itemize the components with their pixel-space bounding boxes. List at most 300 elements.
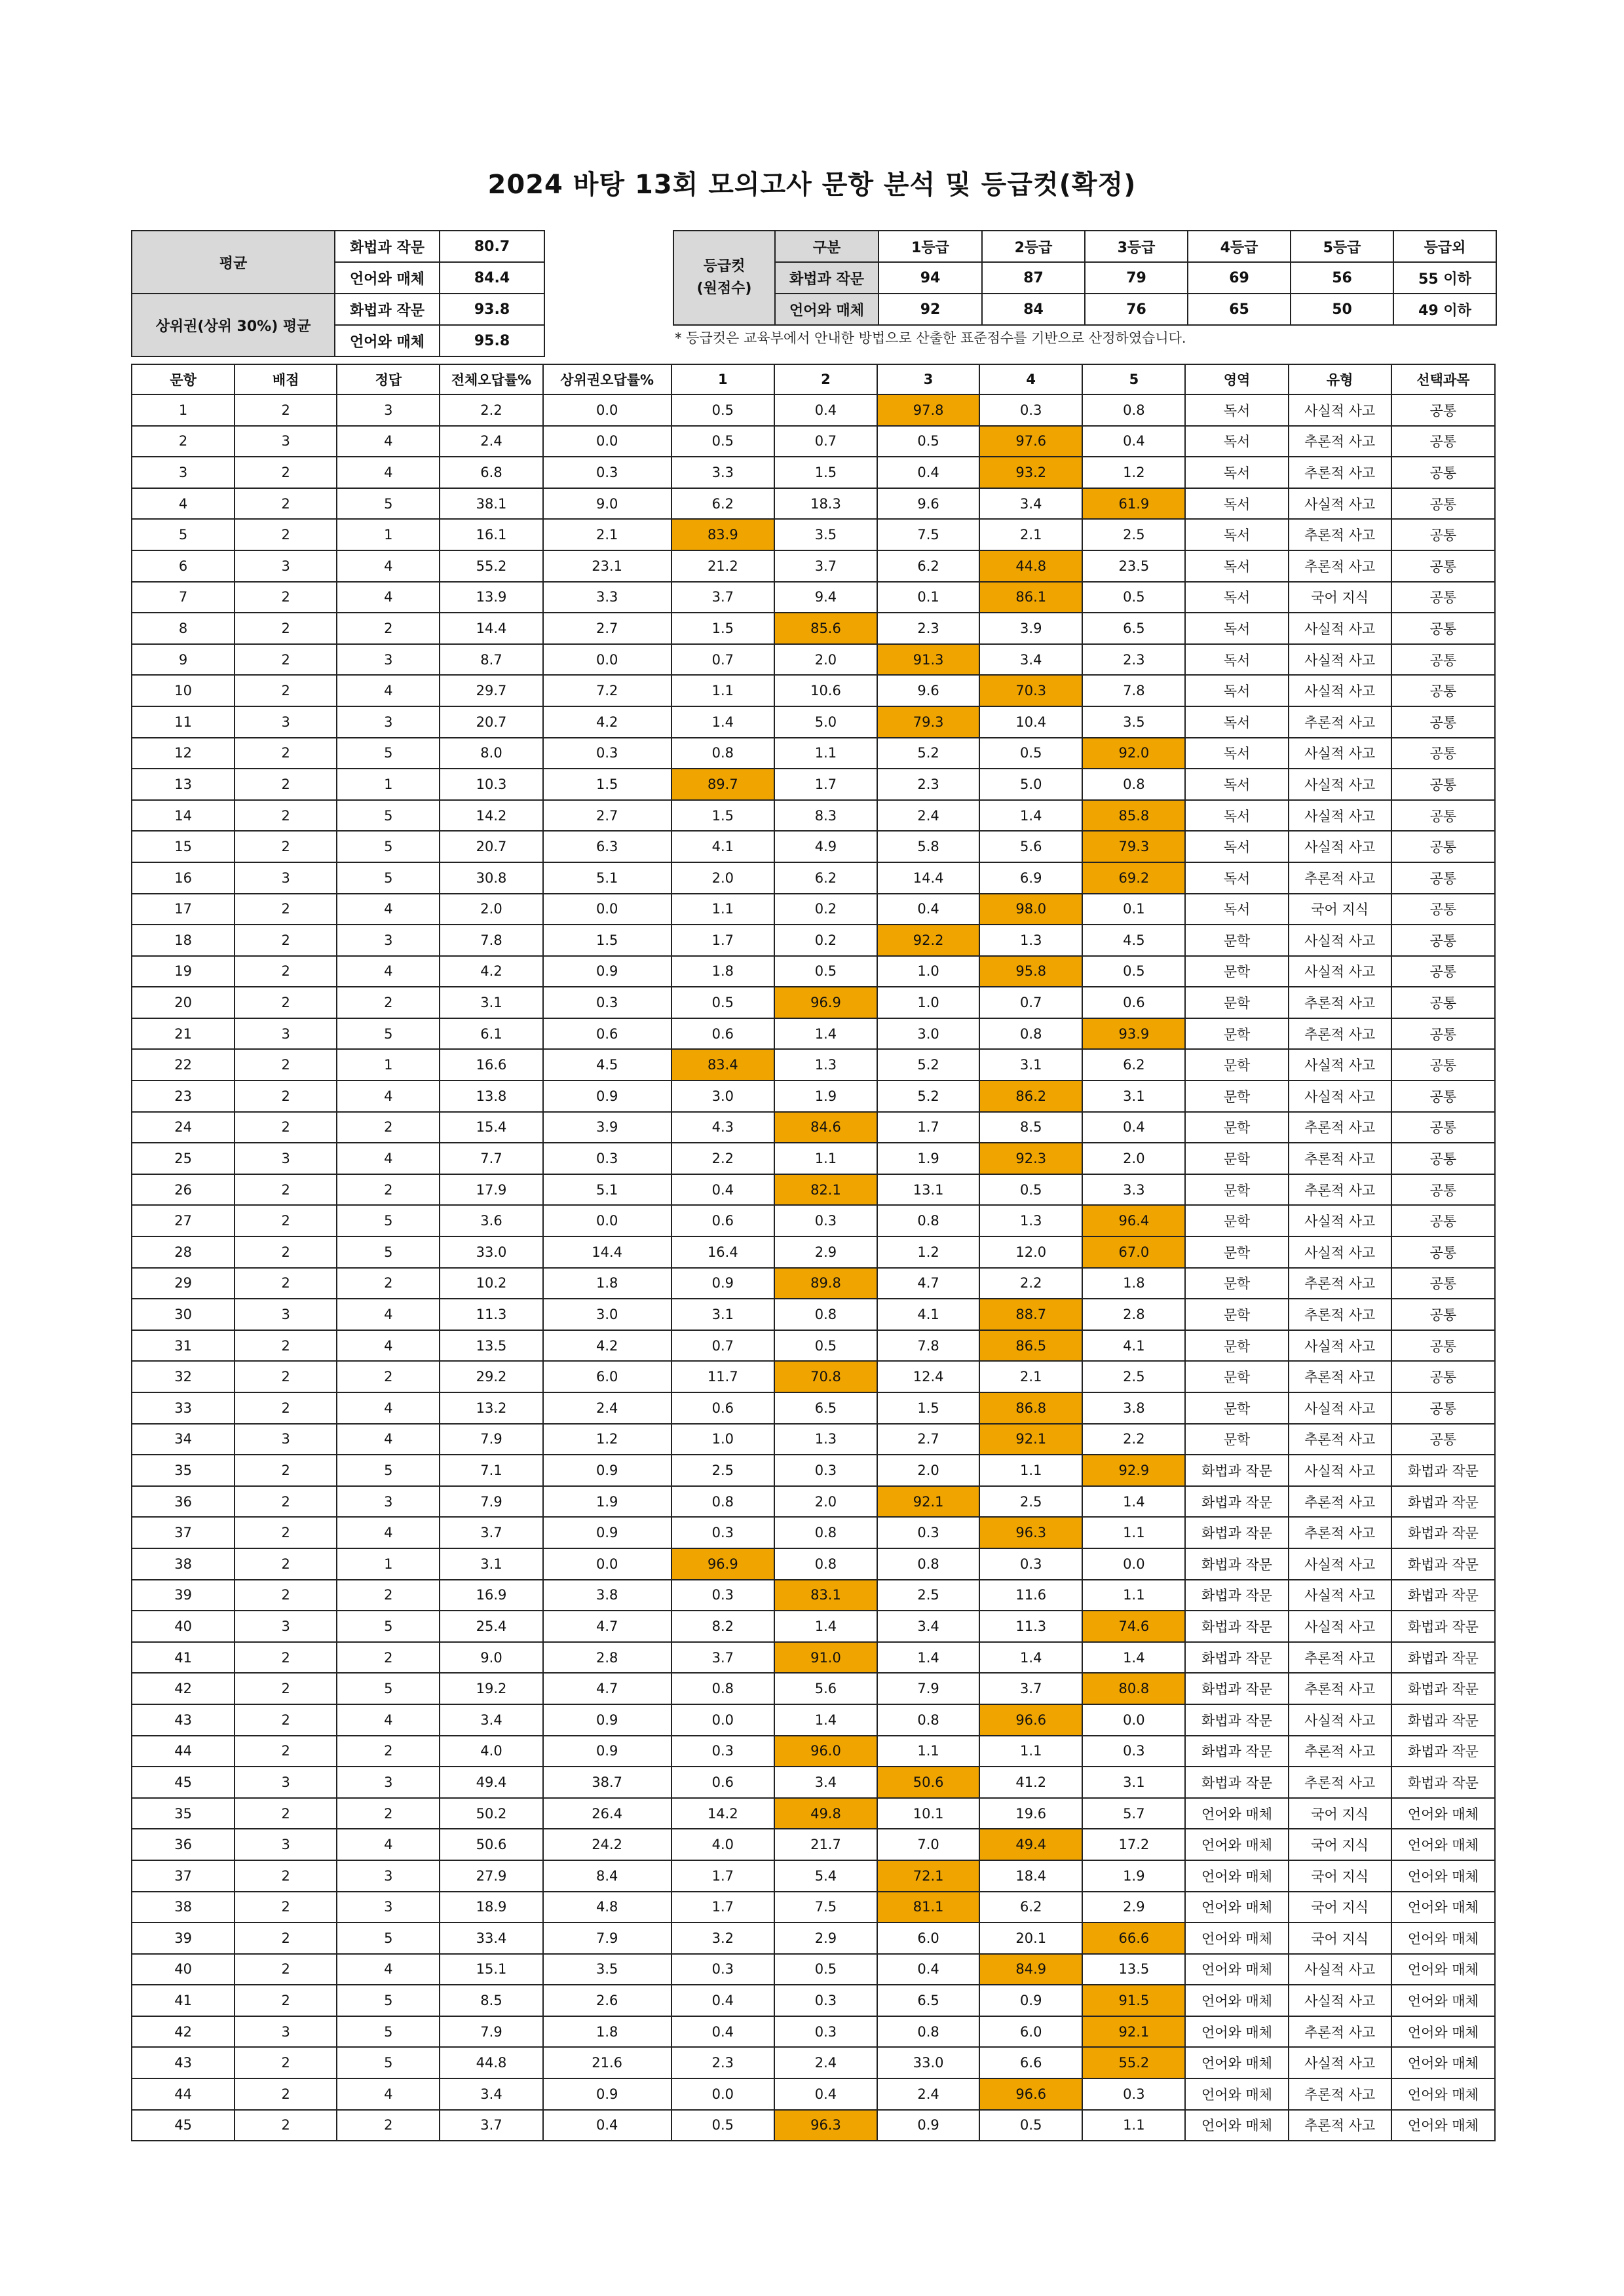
choice-1-rate-cell: 1.1 <box>671 894 774 925</box>
points-cell: 3 <box>235 2016 337 2048</box>
choice-3-rate-cell: 0.8 <box>877 1205 979 1236</box>
thinking-type-cell: 국어 지식 <box>1289 1892 1391 1923</box>
overall-error-rate-cell: 49.4 <box>440 1767 542 1798</box>
points-cell: 3 <box>235 426 337 457</box>
elective-cell: 공통 <box>1391 394 1495 426</box>
choice-2-rate-cell: 85.6 <box>774 613 877 644</box>
points-cell: 2 <box>235 1081 337 1112</box>
table-row <box>132 1892 1495 1923</box>
choice-5-rate-cell: 3.3 <box>1082 1174 1185 1206</box>
overall-error-rate-cell: 13.5 <box>440 1330 542 1362</box>
column-header: 문항 <box>132 364 235 394</box>
item-number-cell: 13 <box>132 769 235 800</box>
elective-cell: 언어와 매체 <box>1391 2078 1495 2110</box>
choice-5-rate-cell: 1.2 <box>1082 457 1185 488</box>
choice-4-rate-cell: 11.3 <box>979 1611 1082 1642</box>
table-row <box>132 2110 1495 2141</box>
item-number-cell: 38 <box>132 1548 235 1580</box>
choice-1-rate-cell: 0.0 <box>671 1704 774 1736</box>
domain-cell: 문학 <box>1185 1143 1288 1174</box>
choice-2-rate-cell: 2.0 <box>774 644 877 676</box>
column-header: 4 <box>979 364 1082 394</box>
choice-3-rate-cell: 1.5 <box>877 1392 979 1424</box>
domain-cell: 독서 <box>1185 550 1288 582</box>
overall-error-rate-cell: 10.3 <box>440 769 542 800</box>
answer-cell: 5 <box>337 1611 440 1642</box>
item-number-cell: 43 <box>132 1704 235 1736</box>
top-error-rate-cell: 1.8 <box>543 1268 671 1299</box>
answer-cell: 4 <box>337 582 440 613</box>
choice-1-rate-cell: 4.1 <box>671 831 774 862</box>
domain-cell: 언어와 매체 <box>1185 1798 1288 1829</box>
elective-cell: 화법과 작문 <box>1391 1455 1495 1486</box>
overall-error-rate-cell: 4.2 <box>440 956 542 987</box>
thinking-type-cell: 국어 지식 <box>1289 1829 1391 1860</box>
choice-5-rate-cell: 3.1 <box>1082 1081 1185 1112</box>
table-row <box>132 1517 1495 1548</box>
choice-5-rate-cell: 7.8 <box>1082 675 1185 706</box>
grade-cut-note: * 등급컷은 교육부에서 안내한 방법으로 산출한 표준점수를 기반으로 산정하였습니다. <box>675 330 1186 346</box>
choice-5-rate-cell: 6.5 <box>1082 613 1185 644</box>
column-header: 전체오답률% <box>440 364 542 394</box>
grade-cut-value: 94 <box>878 262 982 294</box>
overall-error-rate-cell: 2.0 <box>440 894 542 925</box>
table-row <box>132 488 1495 520</box>
answer-cell: 5 <box>337 862 440 894</box>
choice-4-rate-cell: 1.1 <box>979 1736 1082 1767</box>
answer-cell: 1 <box>337 1548 440 1580</box>
choice-1-rate-cell: 2.0 <box>671 862 774 894</box>
domain-cell: 언어와 매체 <box>1185 2016 1288 2048</box>
points-cell: 2 <box>235 613 337 644</box>
answer-cell: 5 <box>337 2016 440 2048</box>
choice-5-rate-cell: 80.8 <box>1082 1673 1185 1704</box>
table-row <box>132 675 1495 706</box>
table-row <box>132 1392 1495 1424</box>
choice-4-rate-cell: 6.6 <box>979 2047 1082 2078</box>
answer-cell: 3 <box>337 1892 440 1923</box>
choice-1-rate-cell: 0.5 <box>671 987 774 1018</box>
table-row <box>132 1704 1495 1736</box>
answer-cell: 5 <box>337 1673 440 1704</box>
table-row <box>132 2047 1495 2078</box>
choice-1-rate-cell: 1.8 <box>671 956 774 987</box>
choice-3-rate-cell: 6.2 <box>877 550 979 582</box>
choice-2-rate-cell: 0.2 <box>774 925 877 956</box>
overall-error-rate-cell: 50.2 <box>440 1798 542 1829</box>
choice-2-rate-cell: 49.8 <box>774 1798 877 1829</box>
choice-1-rate-cell: 11.7 <box>671 1361 774 1392</box>
choice-5-rate-cell: 91.5 <box>1082 1985 1185 2016</box>
answer-cell: 5 <box>337 800 440 832</box>
domain-cell: 문학 <box>1185 925 1288 956</box>
table-row <box>132 1112 1495 1143</box>
overall-error-rate-cell: 19.2 <box>440 1673 542 1704</box>
item-number-cell: 36 <box>132 1486 235 1518</box>
answer-cell: 4 <box>337 426 440 457</box>
choice-4-rate-cell: 96.3 <box>979 1517 1082 1548</box>
points-cell: 2 <box>235 1174 337 1206</box>
thinking-type-cell: 사실적 사고 <box>1289 956 1391 987</box>
choice-5-rate-cell: 2.8 <box>1082 1299 1185 1330</box>
item-number-cell: 16 <box>132 862 235 894</box>
choice-2-rate-cell: 1.3 <box>774 1424 877 1455</box>
choice-2-rate-cell: 10.6 <box>774 675 877 706</box>
points-cell: 2 <box>235 1923 337 1954</box>
top-error-rate-cell: 21.6 <box>543 2047 671 2078</box>
choice-2-rate-cell: 1.4 <box>774 1611 877 1642</box>
top-error-rate-cell: 0.0 <box>543 1205 671 1236</box>
choice-3-rate-cell: 91.3 <box>877 644 979 676</box>
choice-4-rate-cell: 5.6 <box>979 831 1082 862</box>
choice-1-rate-cell: 3.2 <box>671 1923 774 1954</box>
choice-1-rate-cell: 16.4 <box>671 1236 774 1268</box>
elective-cell: 공통 <box>1391 1361 1495 1392</box>
elective-cell: 언어와 매체 <box>1391 1954 1495 1985</box>
points-cell: 2 <box>235 894 337 925</box>
overall-error-rate-cell: 16.9 <box>440 1580 542 1611</box>
elective-cell: 언어와 매체 <box>1391 1829 1495 1860</box>
table-row <box>132 519 1495 550</box>
domain-cell: 독서 <box>1185 644 1288 676</box>
points-cell: 2 <box>235 956 337 987</box>
choice-5-rate-cell: 17.2 <box>1082 1829 1185 1860</box>
answer-cell: 4 <box>337 1143 440 1174</box>
domain-cell: 문학 <box>1185 1330 1288 1362</box>
overall-error-rate-cell: 7.8 <box>440 925 542 956</box>
item-number-cell: 1 <box>132 394 235 426</box>
top-error-rate-cell: 0.3 <box>543 987 671 1018</box>
choice-4-rate-cell: 1.3 <box>979 1205 1082 1236</box>
top-error-rate-cell: 0.0 <box>543 894 671 925</box>
grade-cut-value: 84 <box>982 294 1085 325</box>
points-cell: 3 <box>235 1829 337 1860</box>
thinking-type-cell: 사실적 사고 <box>1289 925 1391 956</box>
choice-1-rate-cell: 1.7 <box>671 1892 774 1923</box>
top-error-rate-cell: 4.8 <box>543 1892 671 1923</box>
overall-error-rate-cell: 3.6 <box>440 1205 542 1236</box>
answer-cell: 4 <box>337 550 440 582</box>
table-row <box>132 1081 1495 1112</box>
points-cell: 2 <box>235 1517 337 1548</box>
elective-cell: 공통 <box>1391 1049 1495 1081</box>
domain-cell: 화법과 작문 <box>1185 1580 1288 1611</box>
choice-5-rate-cell: 23.5 <box>1082 550 1185 582</box>
elective-cell: 화법과 작문 <box>1391 1673 1495 1704</box>
choice-5-rate-cell: 1.4 <box>1082 1642 1185 1674</box>
top-error-rate-cell: 0.6 <box>543 1018 671 1050</box>
answer-cell: 4 <box>337 1081 440 1112</box>
points-cell: 3 <box>235 550 337 582</box>
domain-cell: 문학 <box>1185 1299 1288 1330</box>
table-row <box>132 550 1495 582</box>
choice-5-rate-cell: 4.1 <box>1082 1330 1185 1362</box>
choice-1-rate-cell: 0.3 <box>671 1954 774 1985</box>
domain-cell: 독서 <box>1185 675 1288 706</box>
item-number-cell: 19 <box>132 956 235 987</box>
answer-cell: 5 <box>337 488 440 520</box>
choice-3-rate-cell: 0.8 <box>877 2016 979 2048</box>
choice-5-rate-cell: 5.7 <box>1082 1798 1185 1829</box>
domain-cell: 문학 <box>1185 1268 1288 1299</box>
choice-5-rate-cell: 0.4 <box>1082 1112 1185 1143</box>
item-number-cell: 15 <box>132 831 235 862</box>
choice-3-rate-cell: 12.4 <box>877 1361 979 1392</box>
choice-1-rate-cell: 3.3 <box>671 457 774 488</box>
points-cell: 2 <box>235 2110 337 2141</box>
choice-3-rate-cell: 1.4 <box>877 1642 979 1674</box>
choice-3-rate-cell: 13.1 <box>877 1174 979 1206</box>
points-cell: 2 <box>235 1392 337 1424</box>
choice-4-rate-cell: 96.6 <box>979 2078 1082 2110</box>
overall-error-rate-cell: 16.6 <box>440 1049 542 1081</box>
table-row <box>132 769 1495 800</box>
top-error-rate-cell: 3.0 <box>543 1299 671 1330</box>
choice-3-rate-cell: 0.1 <box>877 582 979 613</box>
domain-cell: 언어와 매체 <box>1185 2047 1288 2078</box>
elective-cell: 공통 <box>1391 613 1495 644</box>
domain-cell: 독서 <box>1185 519 1288 550</box>
page-title: 2024 바탕 13회 모의고사 문항 분석 및 등급컷(확정) <box>487 170 1137 200</box>
choice-1-rate-cell: 2.3 <box>671 2047 774 2078</box>
points-cell: 2 <box>235 925 337 956</box>
points-cell: 2 <box>235 675 337 706</box>
domain-cell: 화법과 작문 <box>1185 1611 1288 1642</box>
answer-cell: 2 <box>337 1580 440 1611</box>
top-error-rate-cell: 0.9 <box>543 956 671 987</box>
table-row <box>132 1330 1495 1362</box>
elective-cell: 화법과 작문 <box>1391 1611 1495 1642</box>
choice-5-rate-cell: 85.8 <box>1082 800 1185 832</box>
choice-1-rate-cell: 1.7 <box>671 925 774 956</box>
choice-2-rate-cell: 5.6 <box>774 1673 877 1704</box>
choice-4-rate-cell: 0.5 <box>979 738 1082 769</box>
grade-cut-value: 50 <box>1291 294 1393 325</box>
table-row <box>132 1642 1495 1674</box>
elective-cell: 공통 <box>1391 769 1495 800</box>
top-average-label: 상위권(상위 30%) 평균 <box>132 294 335 356</box>
choice-4-rate-cell: 0.7 <box>979 987 1082 1018</box>
domain-cell: 화법과 작문 <box>1185 1704 1288 1736</box>
top-error-rate-cell: 3.5 <box>543 1954 671 1985</box>
choice-3-rate-cell: 0.8 <box>877 1548 979 1580</box>
elective-cell: 공통 <box>1391 1205 1495 1236</box>
grade-cut-header: 3등급 <box>1085 231 1188 262</box>
overall-error-rate-cell: 14.4 <box>440 613 542 644</box>
domain-cell: 화법과 작문 <box>1185 1767 1288 1798</box>
points-cell: 2 <box>235 2078 337 2110</box>
domain-cell: 독서 <box>1185 831 1288 862</box>
choice-2-rate-cell: 89.8 <box>774 1268 877 1299</box>
choice-3-rate-cell: 5.2 <box>877 1081 979 1112</box>
top-error-rate-cell: 0.0 <box>543 394 671 426</box>
domain-cell: 독서 <box>1185 457 1288 488</box>
choice-3-rate-cell: 79.3 <box>877 706 979 738</box>
choice-4-rate-cell: 18.4 <box>979 1860 1082 1892</box>
answer-cell: 2 <box>337 987 440 1018</box>
item-number-cell: 44 <box>132 1736 235 1767</box>
table-row <box>132 1829 1495 1860</box>
answer-cell: 4 <box>337 1299 440 1330</box>
overall-error-rate-cell: 11.3 <box>440 1299 542 1330</box>
grade-cut-value: 56 <box>1291 262 1393 294</box>
choice-5-rate-cell: 2.3 <box>1082 644 1185 676</box>
thinking-type-cell: 국어 지식 <box>1289 1860 1391 1892</box>
thinking-type-cell: 국어 지식 <box>1289 1798 1391 1829</box>
domain-cell: 문학 <box>1185 1018 1288 1050</box>
domain-cell: 문학 <box>1185 1049 1288 1081</box>
overall-error-rate-cell: 4.0 <box>440 1736 542 1767</box>
elective-cell: 화법과 작문 <box>1391 1642 1495 1674</box>
table-row <box>132 1486 1495 1518</box>
table-row <box>132 862 1495 894</box>
choice-4-rate-cell: 92.1 <box>979 1424 1082 1455</box>
choice-1-rate-cell: 2.5 <box>671 1455 774 1486</box>
thinking-type-cell: 사실적 사고 <box>1289 1580 1391 1611</box>
elective-cell: 공통 <box>1391 956 1495 987</box>
top-error-rate-cell: 0.3 <box>543 738 671 769</box>
domain-cell: 독서 <box>1185 769 1288 800</box>
choice-2-rate-cell: 8.3 <box>774 800 877 832</box>
choice-5-rate-cell: 2.5 <box>1082 1361 1185 1392</box>
choice-3-rate-cell: 33.0 <box>877 2047 979 2078</box>
item-number-cell: 21 <box>132 1018 235 1050</box>
choice-2-rate-cell: 1.3 <box>774 1049 877 1081</box>
choice-5-rate-cell: 0.0 <box>1082 1704 1185 1736</box>
top-error-rate-cell: 3.8 <box>543 1580 671 1611</box>
answer-cell: 4 <box>337 956 440 987</box>
choice-3-rate-cell: 0.4 <box>877 457 979 488</box>
item-number-cell: 24 <box>132 1112 235 1143</box>
table-row <box>132 1548 1495 1580</box>
choice-3-rate-cell: 97.8 <box>877 394 979 426</box>
thinking-type-cell: 사실적 사고 <box>1289 1704 1391 1736</box>
thinking-type-cell: 사실적 사고 <box>1289 1985 1391 2016</box>
choice-2-rate-cell: 1.9 <box>774 1081 877 1112</box>
item-number-cell: 38 <box>132 1892 235 1923</box>
elective-cell: 화법과 작문 <box>1391 1736 1495 1767</box>
answer-cell: 2 <box>337 1174 440 1206</box>
top-error-rate-cell: 6.3 <box>543 831 671 862</box>
item-number-cell: 35 <box>132 1798 235 1829</box>
item-number-cell: 2 <box>132 426 235 457</box>
choice-4-rate-cell: 11.6 <box>979 1580 1082 1611</box>
choice-1-rate-cell: 1.5 <box>671 800 774 832</box>
top-error-rate-cell: 0.0 <box>543 426 671 457</box>
choice-3-rate-cell: 92.2 <box>877 925 979 956</box>
choice-1-rate-cell: 0.6 <box>671 1018 774 1050</box>
table-row <box>132 1611 1495 1642</box>
choice-4-rate-cell: 3.9 <box>979 613 1082 644</box>
points-cell: 3 <box>235 1299 337 1330</box>
thinking-type-cell: 사실적 사고 <box>1289 613 1391 644</box>
choice-2-rate-cell: 7.5 <box>774 1892 877 1923</box>
top-error-rate-cell: 9.0 <box>543 488 671 520</box>
choice-4-rate-cell: 1.1 <box>979 1455 1082 1486</box>
choice-5-rate-cell: 0.3 <box>1082 2078 1185 2110</box>
choice-3-rate-cell: 10.1 <box>877 1798 979 1829</box>
points-cell: 2 <box>235 1704 337 1736</box>
choice-1-rate-cell: 0.3 <box>671 1580 774 1611</box>
answer-cell: 5 <box>337 1018 440 1050</box>
overall-error-rate-cell: 44.8 <box>440 2047 542 2078</box>
choice-4-rate-cell: 41.2 <box>979 1767 1082 1798</box>
table-row <box>132 1361 1495 1392</box>
elective-cell: 공통 <box>1391 987 1495 1018</box>
choice-3-rate-cell: 92.1 <box>877 1486 979 1518</box>
top-error-rate-cell: 0.9 <box>543 1455 671 1486</box>
column-header: 2 <box>774 364 877 394</box>
item-number-cell: 5 <box>132 519 235 550</box>
elective-cell: 화법과 작문 <box>1391 1548 1495 1580</box>
table-row <box>132 1455 1495 1486</box>
item-number-cell: 40 <box>132 1954 235 1985</box>
top-error-rate-cell: 1.5 <box>543 769 671 800</box>
elective-cell: 공통 <box>1391 582 1495 613</box>
table-row <box>132 1798 1495 1829</box>
thinking-type-cell: 추론적 사고 <box>1289 1174 1391 1206</box>
thinking-type-cell: 추론적 사고 <box>1289 1424 1391 1455</box>
overall-error-rate-cell: 16.1 <box>440 519 542 550</box>
overall-error-rate-cell: 13.9 <box>440 582 542 613</box>
top-error-rate-cell: 0.9 <box>543 1736 671 1767</box>
choice-1-rate-cell: 3.0 <box>671 1081 774 1112</box>
choice-5-rate-cell: 93.9 <box>1082 1018 1185 1050</box>
domain-cell: 독서 <box>1185 862 1288 894</box>
overall-error-rate-cell: 20.7 <box>440 831 542 862</box>
top-error-rate-cell: 2.7 <box>543 800 671 832</box>
answer-cell: 5 <box>337 1205 440 1236</box>
choice-1-rate-cell: 4.0 <box>671 1829 774 1860</box>
choice-2-rate-cell: 1.7 <box>774 769 877 800</box>
choice-3-rate-cell: 9.6 <box>877 488 979 520</box>
item-number-cell: 37 <box>132 1517 235 1548</box>
table-row <box>132 1767 1495 1798</box>
choice-4-rate-cell: 86.1 <box>979 582 1082 613</box>
overall-error-rate-cell: 8.7 <box>440 644 542 676</box>
top-error-rate-cell: 2.7 <box>543 613 671 644</box>
choice-4-rate-cell: 3.4 <box>979 488 1082 520</box>
points-cell: 3 <box>235 862 337 894</box>
answer-cell: 5 <box>337 738 440 769</box>
table-row <box>132 1268 1495 1299</box>
overall-error-rate-cell: 27.9 <box>440 1860 542 1892</box>
choice-3-rate-cell: 2.0 <box>877 1455 979 1486</box>
top-average-subject: 화법과 작문 <box>335 294 440 325</box>
column-header: 정답 <box>337 364 440 394</box>
top-error-rate-cell: 8.4 <box>543 1860 671 1892</box>
choice-3-rate-cell: 50.6 <box>877 1767 979 1798</box>
choice-3-rate-cell: 2.7 <box>877 1424 979 1455</box>
domain-cell: 화법과 작문 <box>1185 1642 1288 1674</box>
thinking-type-cell: 사실적 사고 <box>1289 644 1391 676</box>
choice-3-rate-cell: 2.3 <box>877 769 979 800</box>
thinking-type-cell: 사실적 사고 <box>1289 1548 1391 1580</box>
points-cell: 2 <box>235 1892 337 1923</box>
choice-1-rate-cell: 4.3 <box>671 1112 774 1143</box>
elective-cell: 공통 <box>1391 738 1495 769</box>
thinking-type-cell: 추론적 사고 <box>1289 706 1391 738</box>
domain-cell: 문학 <box>1185 1236 1288 1268</box>
top-error-rate-cell: 14.4 <box>543 1236 671 1268</box>
item-number-cell: 23 <box>132 1081 235 1112</box>
domain-cell: 독서 <box>1185 800 1288 832</box>
choice-3-rate-cell: 7.8 <box>877 1330 979 1362</box>
item-number-cell: 34 <box>132 1424 235 1455</box>
choice-4-rate-cell: 0.5 <box>979 2110 1082 2141</box>
elective-cell: 공통 <box>1391 1112 1495 1143</box>
overall-error-rate-cell: 15.4 <box>440 1112 542 1143</box>
